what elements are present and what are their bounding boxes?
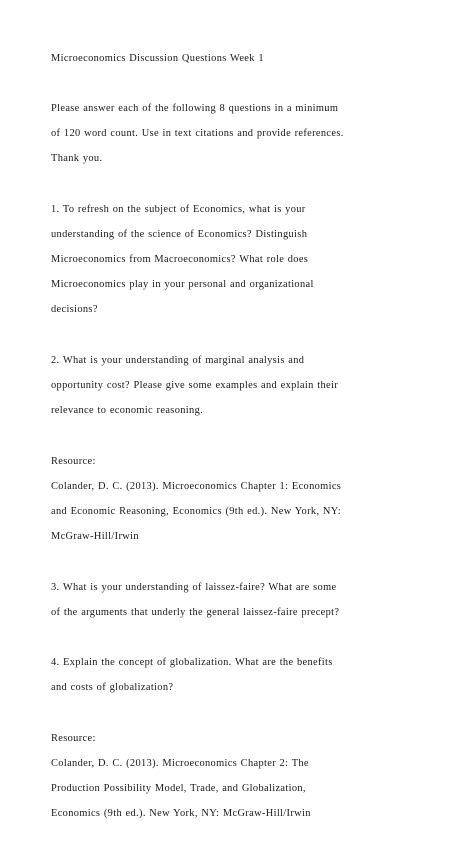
resource-heading: Resource: bbox=[51, 732, 96, 744]
question-2-line: opportunity cost? Please give some examples and explain their bbox=[51, 380, 339, 392]
instructions-line: Thank you. bbox=[51, 153, 103, 165]
instructions-line: of 120 word count. Use in text citations and provide references. bbox=[51, 128, 344, 140]
resource-2 bbox=[51, 720, 403, 833]
question-4 bbox=[51, 645, 403, 708]
question-4-line: 4. Explain the concept of globalization. What are the benefits bbox=[51, 657, 333, 669]
document-title bbox=[51, 40, 403, 78]
resource-2-line: Production Possibility Model, Trade, and Globalization, bbox=[51, 783, 306, 795]
resource-1-line: Colander, D. C. (2013). Microeconomics Chapter 1: Economics bbox=[51, 480, 342, 492]
resource-heading: Resource: bbox=[51, 455, 96, 467]
resource-1 bbox=[51, 443, 403, 556]
resource-1-line: and Economic Reasoning, Economics (9th ed.). New York, NY: bbox=[51, 505, 341, 517]
resource-1-line: McGraw-Hill/Irwin bbox=[51, 531, 139, 543]
question-2 bbox=[51, 342, 403, 430]
question-1-line: Microeconomics from Macroeconomics? What role does bbox=[51, 254, 309, 266]
resource-2-line: Economics (9th ed.). New York, NY: McGraw-Hill/Irwin bbox=[51, 808, 311, 820]
question-1-line: understanding of the science of Economics? Distinguish bbox=[51, 228, 308, 240]
question-1 bbox=[51, 191, 403, 330]
question-3-line: of the arguments that underly the general laissez-faire precept? bbox=[51, 606, 340, 618]
instructions-line: Please answer each of the following 8 questions in a minimum bbox=[51, 102, 339, 114]
title-line: Microeconomics Discussion Questions Week 1 bbox=[51, 52, 264, 64]
question-3 bbox=[51, 569, 403, 632]
document-body bbox=[51, 40, 403, 846]
question-3-line: 3. What is your understanding of laissez-faire? What are some bbox=[51, 581, 337, 593]
question-2-line: relevance to economic reasoning. bbox=[51, 405, 204, 417]
question-4-line: and costs of globalization? bbox=[51, 682, 174, 694]
resource-2-line: Colander, D. C. (2013). Microeconomics Chapter 2: The bbox=[51, 757, 309, 769]
instructions-paragraph bbox=[51, 90, 403, 178]
question-1-line: Microeconomics play in your personal and organizational bbox=[51, 279, 314, 291]
question-1-line: decisions? bbox=[51, 304, 98, 316]
question-2-line: 2. What is your understanding of marginal analysis and bbox=[51, 354, 305, 366]
question-1-line: 1. To refresh on the subject of Economics, what is your bbox=[51, 203, 306, 215]
